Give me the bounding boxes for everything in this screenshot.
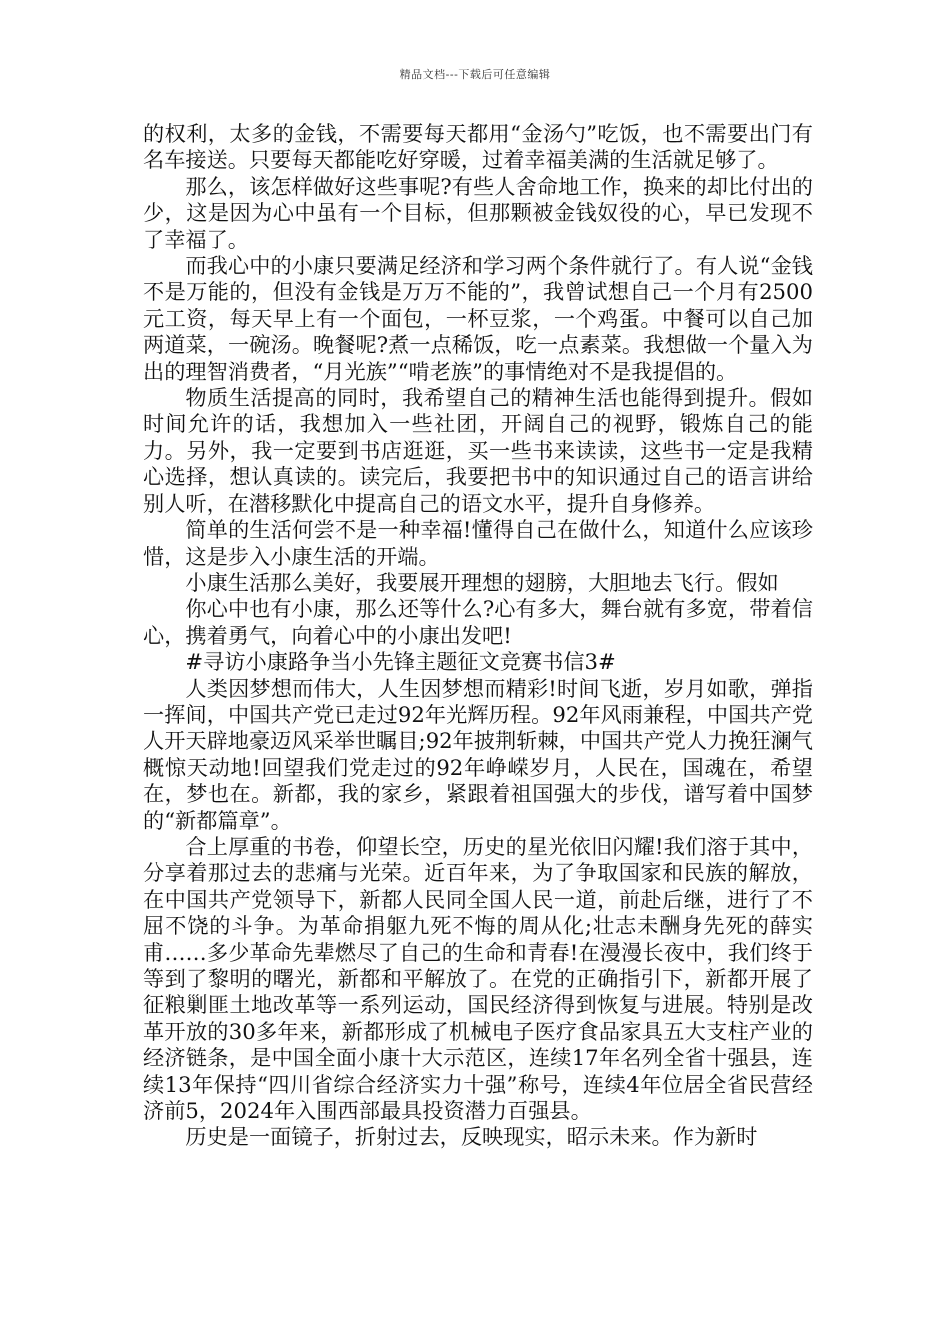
paragraph: 那么，该怎样做好这些事呢?有些人舍命地工作，换来的却比付出的少，这是因为心中虽有一个目标，但那颗被金钱奴役的心，早已发现不了幸福了。	[143, 173, 813, 252]
document-body	[143, 121, 813, 1151]
section-heading: #寻访小康路争当小先锋主题征文竞赛书信3#	[185, 649, 616, 675]
paragraph: 历史是一面镜子，折射过去，反映现实，昭示未来。作为新时	[185, 1124, 758, 1150]
paragraph: 合上厚重的书卷，仰望长空，历史的星光依旧闪耀!我们溶于其中，分享着那过去的悲痛与光荣。近百年来，为了争取国家和民族的解放，在中国共产党领导下，新都人民同全国人民一道，前赴后继，进行了不屈不饶的斗争。为革命捐躯九死不悔的周从化;壮志未酬身先死的薛实甫……多少革命先辈燃尽了自己的生命和青春!在漫漫长夜中，我们终于等到了黎明的曙光，新都和平解放了。在党的正确指引下，新都开展了征粮剿匪土地改革等一系列运动，国民经济得到恢复与进展。特别是改革开放的30多年来，新都形成了机械电子医疗食品家具五大支柱产业的经济链条，是中国全面小康十大示范区，连续17年名列全省十强县，连续13年保持“四川省综合经济实力十强”称号，连续4年位居全省民营经济前5，2024年入围西部最具投资潜力百强县。	[143, 833, 813, 1124]
paragraph: 物质生活提高的同时，我希望自己的精神生活也能得到提升。假如时间允许的话，我想加入一些社团，开阔自己的视野，锻炼自己的能力。另外，我一定要到书店逛逛，买一些书来读读，这些书一定是我精心选择，想认真读的。读完后，我要把书中的知识通过自己的语言讲给别人听，在潜移默化中提高自己的语文水平，提升自身修养。	[143, 385, 813, 516]
paragraph: 简单的生活何尝不是一种幸福!懂得自己在做什么，知道什么应该珍惜，这是步入小康生活的开端。	[143, 517, 813, 569]
paragraph: 而我心中的小康只要满足经济和学习两个条件就行了。有人说“金钱不是万能的，但没有金钱是万万不能的”，我曾试想自己一个月有2500元工资，每天早上有一个面包，一杯豆浆，一个鸡蛋。中餐可以自己加两道菜，一碗汤。晚餐呢?煮一点稀饭，吃一点素菜。我想做一个量入为出的理智消费者，“月光族”“啃老族”的事情绝对不是我提倡的。	[143, 253, 813, 384]
paragraph: 的权利，太多的金钱，不需要每天都用“金汤勺”吃饭，也不需要出门有名车接送。只要每天都能吃好穿暖，过着幸福美满的生活就足够了。	[143, 121, 813, 173]
paragraph: 你心中也有小康，那么还等什么?心有多大，舞台就有多宽，带着信心，携着勇气，向着心中的小康出发吧!	[143, 596, 813, 648]
paragraph: 人类因梦想而伟大，人生因梦想而精彩!时间飞逝，岁月如歌，弹指一挥间，中国共产党已走过92年光辉历程。92年风雨兼程，中国共产党人开天辟地豪迈风采举世瞩目;92年披荆斩棘，中国共产党人力挽狂澜气概惊天动地!回望我们党走过的92年峥嵘岁月，人民在，国魂在，希望在，梦也在。新都，我的家乡，紧跟着祖国强大的步伐，谱写着中国梦的“新都篇章”。	[143, 675, 813, 833]
paragraph: 小康生活那么美好，我要展开理想的翅膀，大胆地去飞行。假如	[185, 569, 779, 595]
page-header: 精品文档---下载后可任意编辑	[399, 68, 551, 81]
